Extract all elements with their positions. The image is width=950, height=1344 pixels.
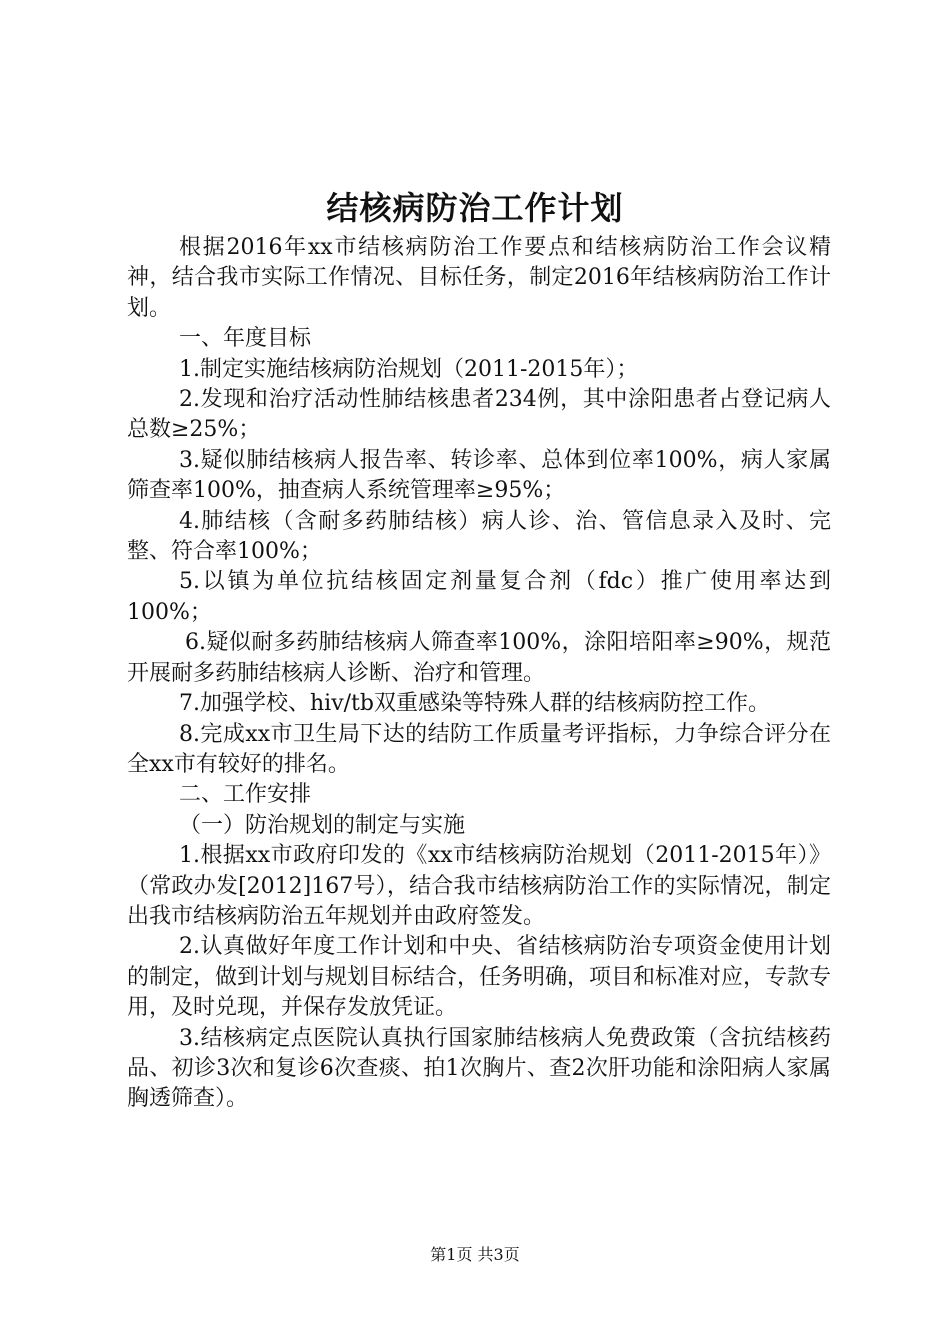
arrangement-item-3: 3.结核病定点医院认真执行国家肺结核病人免费政策（含抗结核药品、初诊3次和复诊6次查痰、拍1次胸片、查2次肝功能和涂阳病人家属胸透筛查）。 xyxy=(127,1025,831,1112)
goal-item-3: 3.疑似肺结核病人报告率、转诊率、总体到位率100%，病人家属筛查率100%，抽查病人系统管理率≥95%； xyxy=(127,447,831,504)
subsection-heading-planning: （一）防治规划的制定与实施 xyxy=(179,812,466,838)
arrangement-item-2: 2.认真做好年度工作计划和中央、省结核病防治专项资金使用计划的制定，做到计划与规划目标结合，任务明确，项目和标准对应，专款专用，及时兑现，并保存发放凭证。 xyxy=(127,934,832,1021)
goal-item-1: 1.制定实施结核病防治规划（2011-2015年）； xyxy=(179,356,639,382)
goal-item-8: 8.完成xx市卫生局下达的结防工作质量考评指标，力争综合评分在全xx市有较好的排名。 xyxy=(127,721,831,777)
arrangement-item-1: 1.根据xx市政府印发的《xx市结核病防治规划（2011-2015年）》（常政办发[2012]167号），结合我市结核病防治工作的实际情况，制定出我市结核病防治五年规划并由政府签发。 xyxy=(127,843,831,929)
goal-item-4: 4.肺结核（含耐多药肺结核）病人诊、治、管信息录入及时、完整、符合率100%； xyxy=(127,508,831,565)
section-heading-work-arrangement: 二、工作安排 xyxy=(179,782,312,808)
intro-paragraph: 根据2016年xx市结核病防治工作要点和结核病防治工作会议精神，结合我市实际工作情况、目标任务，制定2016年结核病防治工作计划。 xyxy=(127,235,831,321)
document-body xyxy=(127,233,831,1115)
document-title: 结核病防治工作计划 xyxy=(326,189,624,227)
goal-item-6: 6.疑似耐多药肺结核病人筛查率100%，涂阳培阳率≥90%，规范开展耐多药肺结核病人诊断、治疗和管理。 xyxy=(127,630,831,686)
goal-item-5: 5.以镇为单位抗结核固定剂量复合剂（fdc）推广使用率达到100%； xyxy=(127,569,831,625)
page-number-footer: 第1页 共3页 xyxy=(430,1245,520,1264)
goal-item-7: 7.加强学校、hiv/tb双重感染等特殊人群的结核病防控工作。 xyxy=(179,691,770,717)
section-heading-annual-goals: 一、年度目标 xyxy=(179,326,312,352)
goal-item-2: 2.发现和治疗活动性肺结核患者234例，其中涂阳患者占登记病人总数≥25%； xyxy=(127,387,831,443)
